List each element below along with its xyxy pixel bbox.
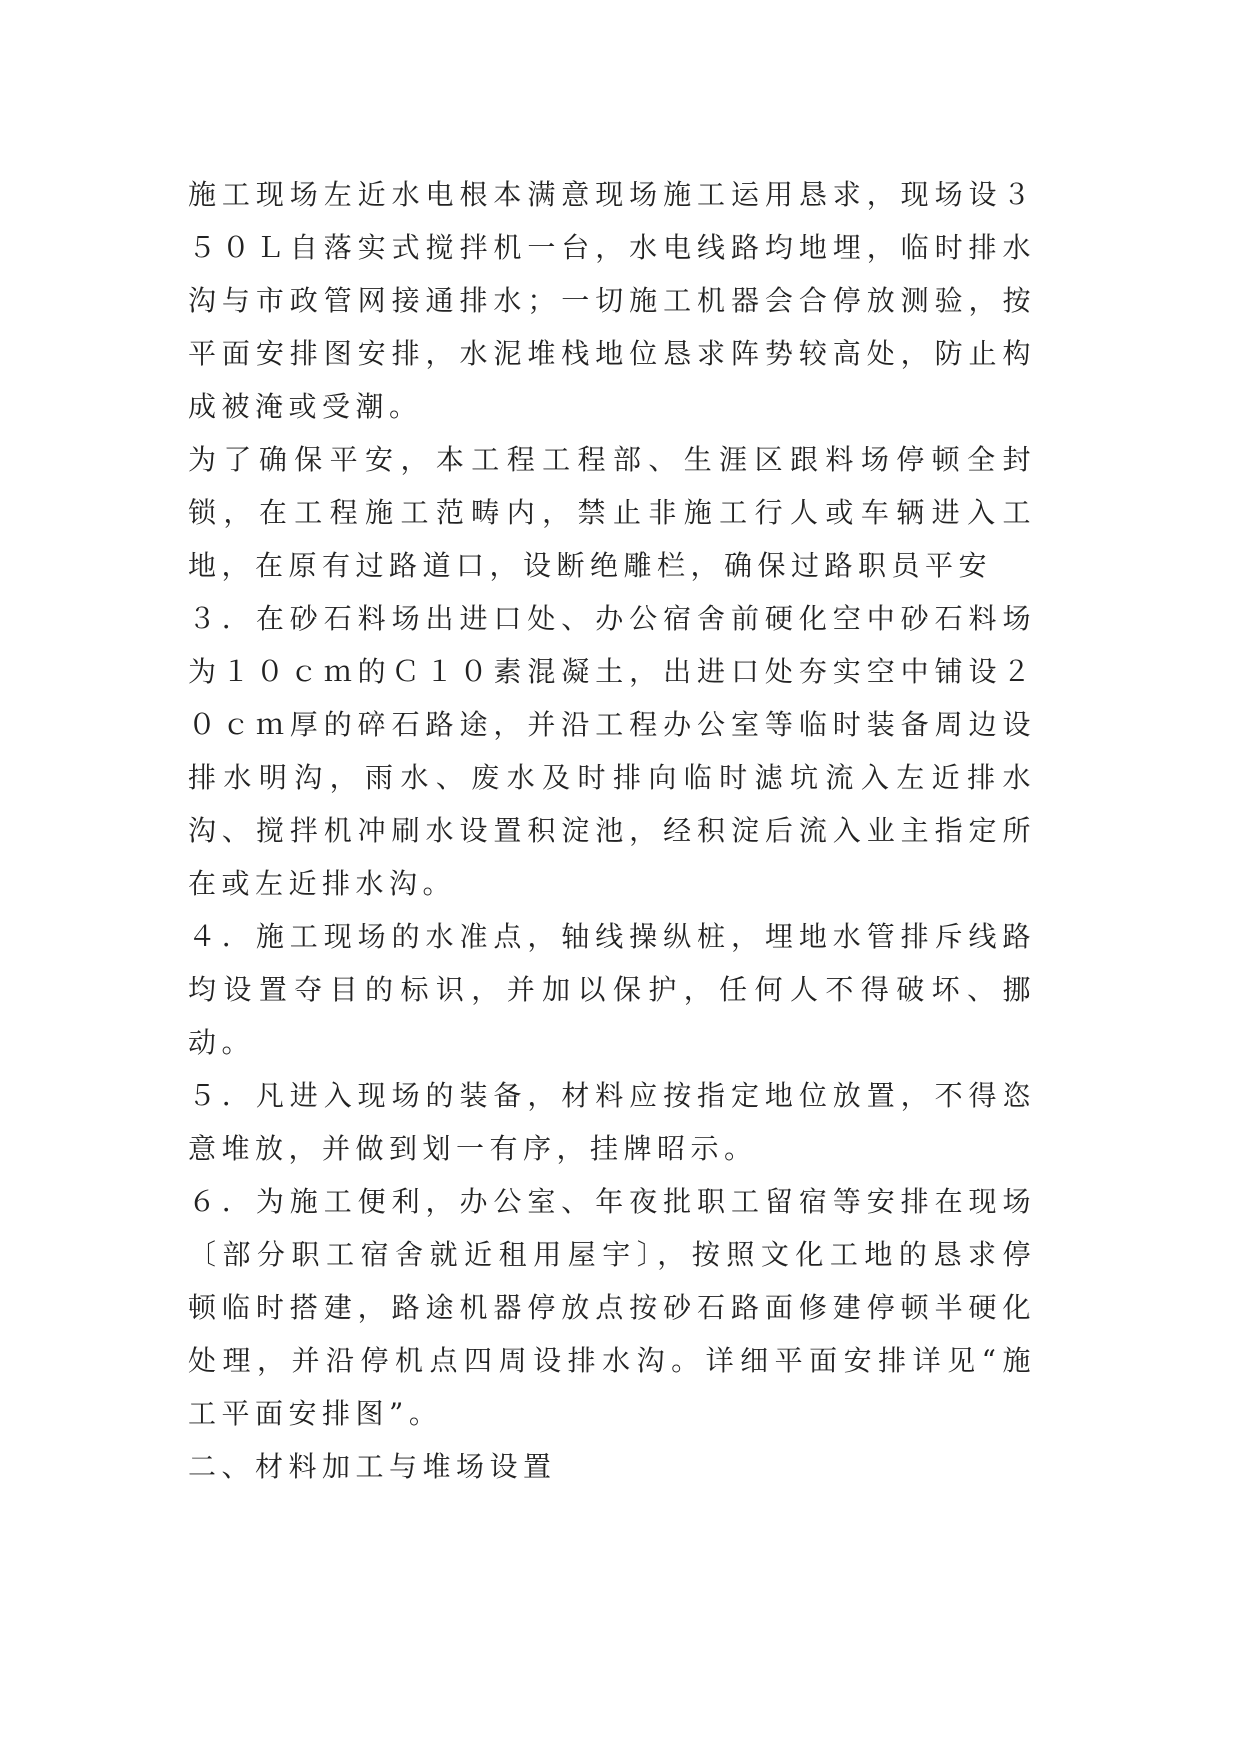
paragraph-item-5: ５．凡进入现场的装备，材料应按指定地位放置，不得恣意堆放，并做到划一有序，挂牌昭示。 [188,1079,1036,1165]
paragraph-item-6: ６．为施工便利，办公室、年夜批职工留宿等安排在现场〔部分职工宿舍就近租用屋宇〕，按照文化工地的恳求停顿临时搭建，路途机器停放点按砂石路面修建停顿半硬化处理，并沿停机点四周设排水沟。详细平面安排详见“施工平面安排图”。 [188,1185,1036,1430]
paragraph-item-4: ４．施工现场的水准点，轴线操纵桩，埋地水管排斥线路均设置夺目的标识，并加以保护，任何人不得破坏、挪动。 [188,920,1036,1059]
document-body [188,168,1036,1493]
paragraph-safety-enclosure: 为了确保平安，本工程工程部、生涯区跟料场停顿全封锁，在工程施工范畴内，禁止非施工行人或车辆进入工地，在原有过路道口，设断绝雕栏，确保过路职员平安 [188,443,1036,582]
paragraph-utilities: 施工现场左近水电根本满意现场施工运用恳求，现场设３５０Ｌ自落实式搅拌机一台，水电线路均地埋，临时排水沟与市政管网接通排水；一切施工机器会合停放测验，按平面安排图安排，水泥堆栈地位恳求阵势较高处，防止构成被淹或受潮。 [188,178,1036,423]
section-heading: 二、材料加工与堆场设置 [188,1450,557,1483]
paragraph-item-3: ３．在砂石料场出进口处、办公宿舍前硬化空中砂石料场为１０ｃｍ的Ｃ１０素混凝土，出进口处夯实空中铺设２０ｃｍ厚的碎石路途，并沿工程办公室等临时装备周边设排水明沟，雨水、废水及时排向临时滤坑流入左近排水沟、搅拌机冲刷水设置积淀池，经积淀后流入业主指定所在或左近排水沟。 [188,602,1036,900]
